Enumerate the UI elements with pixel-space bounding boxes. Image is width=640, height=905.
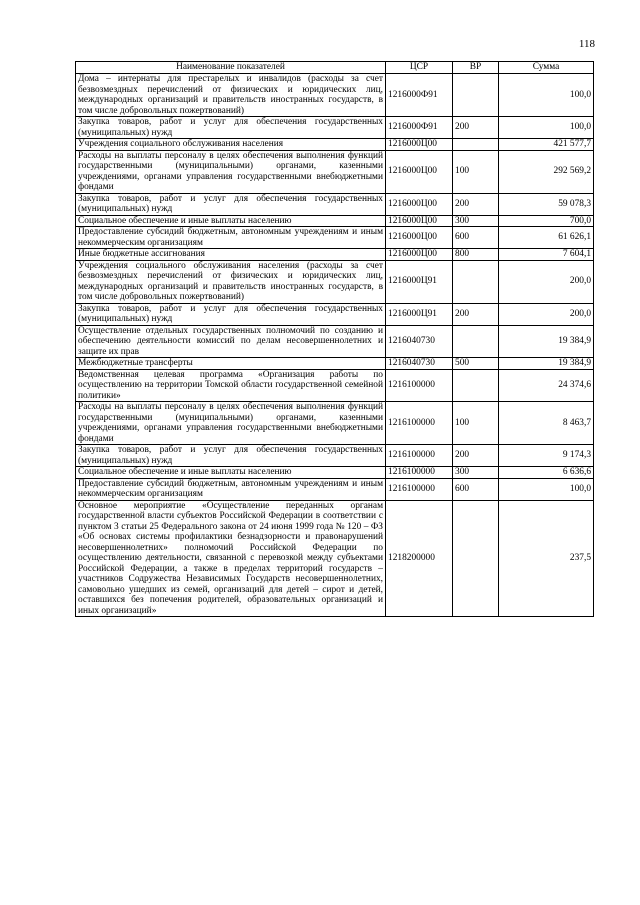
table-header-row xyxy=(76,62,594,74)
row-vr: 300 xyxy=(453,467,499,479)
row-vr: 600 xyxy=(453,478,499,500)
row-name: Расходы на выплаты персоналу в целях обеспечения выполнения функций государственными (муниципальными) органами, казенными учреждениями, органами управления государственными внебюджетными фондами xyxy=(76,402,386,445)
table-row xyxy=(76,500,594,617)
header-sum: Сумма xyxy=(499,62,594,74)
row-name: Предоставление субсидий бюджетным, автономным учреждениям и иным некоммерческим организациям xyxy=(76,478,386,500)
row-sum: 61 626,1 xyxy=(499,227,594,249)
budget-table xyxy=(75,61,594,617)
row-code: 1216000Ц00 xyxy=(386,139,453,151)
row-vr: 200 xyxy=(453,117,499,139)
table-row xyxy=(76,193,594,215)
row-code: 1216000Ф91 xyxy=(386,74,453,117)
row-vr: 200 xyxy=(453,303,499,325)
row-code: 1216000Ц00 xyxy=(386,227,453,249)
row-code: 1216000Ц00 xyxy=(386,249,453,261)
row-vr: 200 xyxy=(453,193,499,215)
row-name: Расходы на выплаты персоналу в целях обеспечения выполнения функций государственными (муниципальными) органами, казенными учреждениями, органами управления государственными внебюджетными фондами xyxy=(76,150,386,193)
row-vr: 800 xyxy=(453,249,499,261)
row-code: 1216000Ц91 xyxy=(386,260,453,303)
row-sum: 700,0 xyxy=(499,215,594,227)
row-name: Межбюджетные трансферты xyxy=(76,358,386,370)
row-name: Социальное обеспечение и иные выплаты населению xyxy=(76,215,386,227)
table-row xyxy=(76,117,594,139)
row-sum: 100,0 xyxy=(499,478,594,500)
table-row xyxy=(76,150,594,193)
row-vr xyxy=(453,500,499,617)
header-vr: ВР xyxy=(453,62,499,74)
table-row xyxy=(76,369,594,402)
table-row xyxy=(76,260,594,303)
table-row xyxy=(76,445,594,467)
row-sum: 19 384,9 xyxy=(499,325,594,358)
row-vr xyxy=(453,139,499,151)
row-sum: 59 078,3 xyxy=(499,193,594,215)
row-sum: 237,5 xyxy=(499,500,594,617)
table-row xyxy=(76,74,594,117)
table-row xyxy=(76,467,594,479)
row-vr: 100 xyxy=(453,150,499,193)
row-code: 1216040730 xyxy=(386,325,453,358)
row-name: Ведомственная целевая программа «Организация работы по осуществлению на территории Томской области государственной семейной политики» xyxy=(76,369,386,402)
row-name: Учреждения социального обслуживания населения (расходы за счет безвозмездных перечислений от физических и юридических лиц, международных организаций и правительств иностранных государств, в том числе добровольных пожертвований) xyxy=(76,260,386,303)
row-name: Закупка товаров, работ и услуг для обеспечения государственных (муниципальных) нужд xyxy=(76,193,386,215)
table-row xyxy=(76,303,594,325)
page-number: 118 xyxy=(578,38,595,50)
row-code: 1216100000 xyxy=(386,369,453,402)
row-name: Закупка товаров, работ и услуг для обеспечения государственных (муниципальных) нужд xyxy=(76,445,386,467)
row-vr xyxy=(453,369,499,402)
row-name: Осуществление отдельных государственных полномочий по созданию и обеспечению деятельности комиссий по делам несовершеннолетних и защите их прав xyxy=(76,325,386,358)
row-code: 1216000Ц91 xyxy=(386,303,453,325)
row-vr: 200 xyxy=(453,445,499,467)
row-sum: 8 463,7 xyxy=(499,402,594,445)
row-name: Иные бюджетные ассигнования xyxy=(76,249,386,261)
row-code: 1216000Ц00 xyxy=(386,150,453,193)
row-name: Учреждения социального обслуживания населения xyxy=(76,139,386,151)
row-code: 1218200000 xyxy=(386,500,453,617)
row-code: 1216100000 xyxy=(386,445,453,467)
row-sum: 200,0 xyxy=(499,303,594,325)
table-row xyxy=(76,215,594,227)
row-vr: 500 xyxy=(453,358,499,370)
table-row xyxy=(76,249,594,261)
table-row xyxy=(76,402,594,445)
row-code: 1216040730 xyxy=(386,358,453,370)
table-row xyxy=(76,325,594,358)
row-name: Дома – интернаты для престарелых и инвалидов (расходы за счет безвозмездных перечислений от физических и юридических лиц, международных организаций и правительств иностранных государств, в том числе добровольных пожертвований) xyxy=(76,74,386,117)
row-code: 1216000Ф91 xyxy=(386,117,453,139)
row-vr: 100 xyxy=(453,402,499,445)
row-vr xyxy=(453,74,499,117)
row-sum: 6 636,6 xyxy=(499,467,594,479)
row-sum: 100,0 xyxy=(499,74,594,117)
header-name: Наименование показателей xyxy=(76,62,386,74)
row-name: Социальное обеспечение и иные выплаты населению xyxy=(76,467,386,479)
row-name: Закупка товаров, работ и услуг для обеспечения государственных (муниципальных) нужд xyxy=(76,303,386,325)
row-code: 1216100000 xyxy=(386,467,453,479)
table-row xyxy=(76,478,594,500)
row-code: 1216000Ц00 xyxy=(386,215,453,227)
row-vr xyxy=(453,325,499,358)
row-vr xyxy=(453,260,499,303)
row-sum: 7 604,1 xyxy=(499,249,594,261)
row-sum: 24 374,6 xyxy=(499,369,594,402)
row-sum: 19 384,9 xyxy=(499,358,594,370)
row-code: 1216100000 xyxy=(386,402,453,445)
row-sum: 9 174,3 xyxy=(499,445,594,467)
row-vr: 600 xyxy=(453,227,499,249)
row-sum: 100,0 xyxy=(499,117,594,139)
header-code: ЦСР xyxy=(386,62,453,74)
table-row xyxy=(76,139,594,151)
row-code: 1216000Ц00 xyxy=(386,193,453,215)
row-name: Предоставление субсидий бюджетным, автономным учреждениям и иным некоммерческим организациям xyxy=(76,227,386,249)
row-sum: 421 577,7 xyxy=(499,139,594,151)
table-row xyxy=(76,227,594,249)
row-name: Основное мероприятие «Осуществление переданных органам государственной власти субъектов Российской Федерации в соответствии с пунктом 3 статьи 25 Федерального закона от 24 июня 1999 года № 120 – ФЗ «Об основах системы профилактики безнадзорности и правонарушений несовершеннолетних» полномочий Российской Федерации по осуществлению деятельности, связанной с перевозкой между субъектами Российской Федерации, а также в пределах территорий государств – участников Содружества Независимых Государств несовершеннолетних, самовольно ушедших из семей, организаций для детей – сирот и детей, оставшихся без попечения родителей, образовательных организаций и иных организаций» xyxy=(76,500,386,617)
row-sum: 200,0 xyxy=(499,260,594,303)
table-row xyxy=(76,358,594,370)
row-sum: 292 569,2 xyxy=(499,150,594,193)
row-code: 1216100000 xyxy=(386,478,453,500)
row-vr: 300 xyxy=(453,215,499,227)
row-name: Закупка товаров, работ и услуг для обеспечения государственных (муниципальных) нужд xyxy=(76,117,386,139)
